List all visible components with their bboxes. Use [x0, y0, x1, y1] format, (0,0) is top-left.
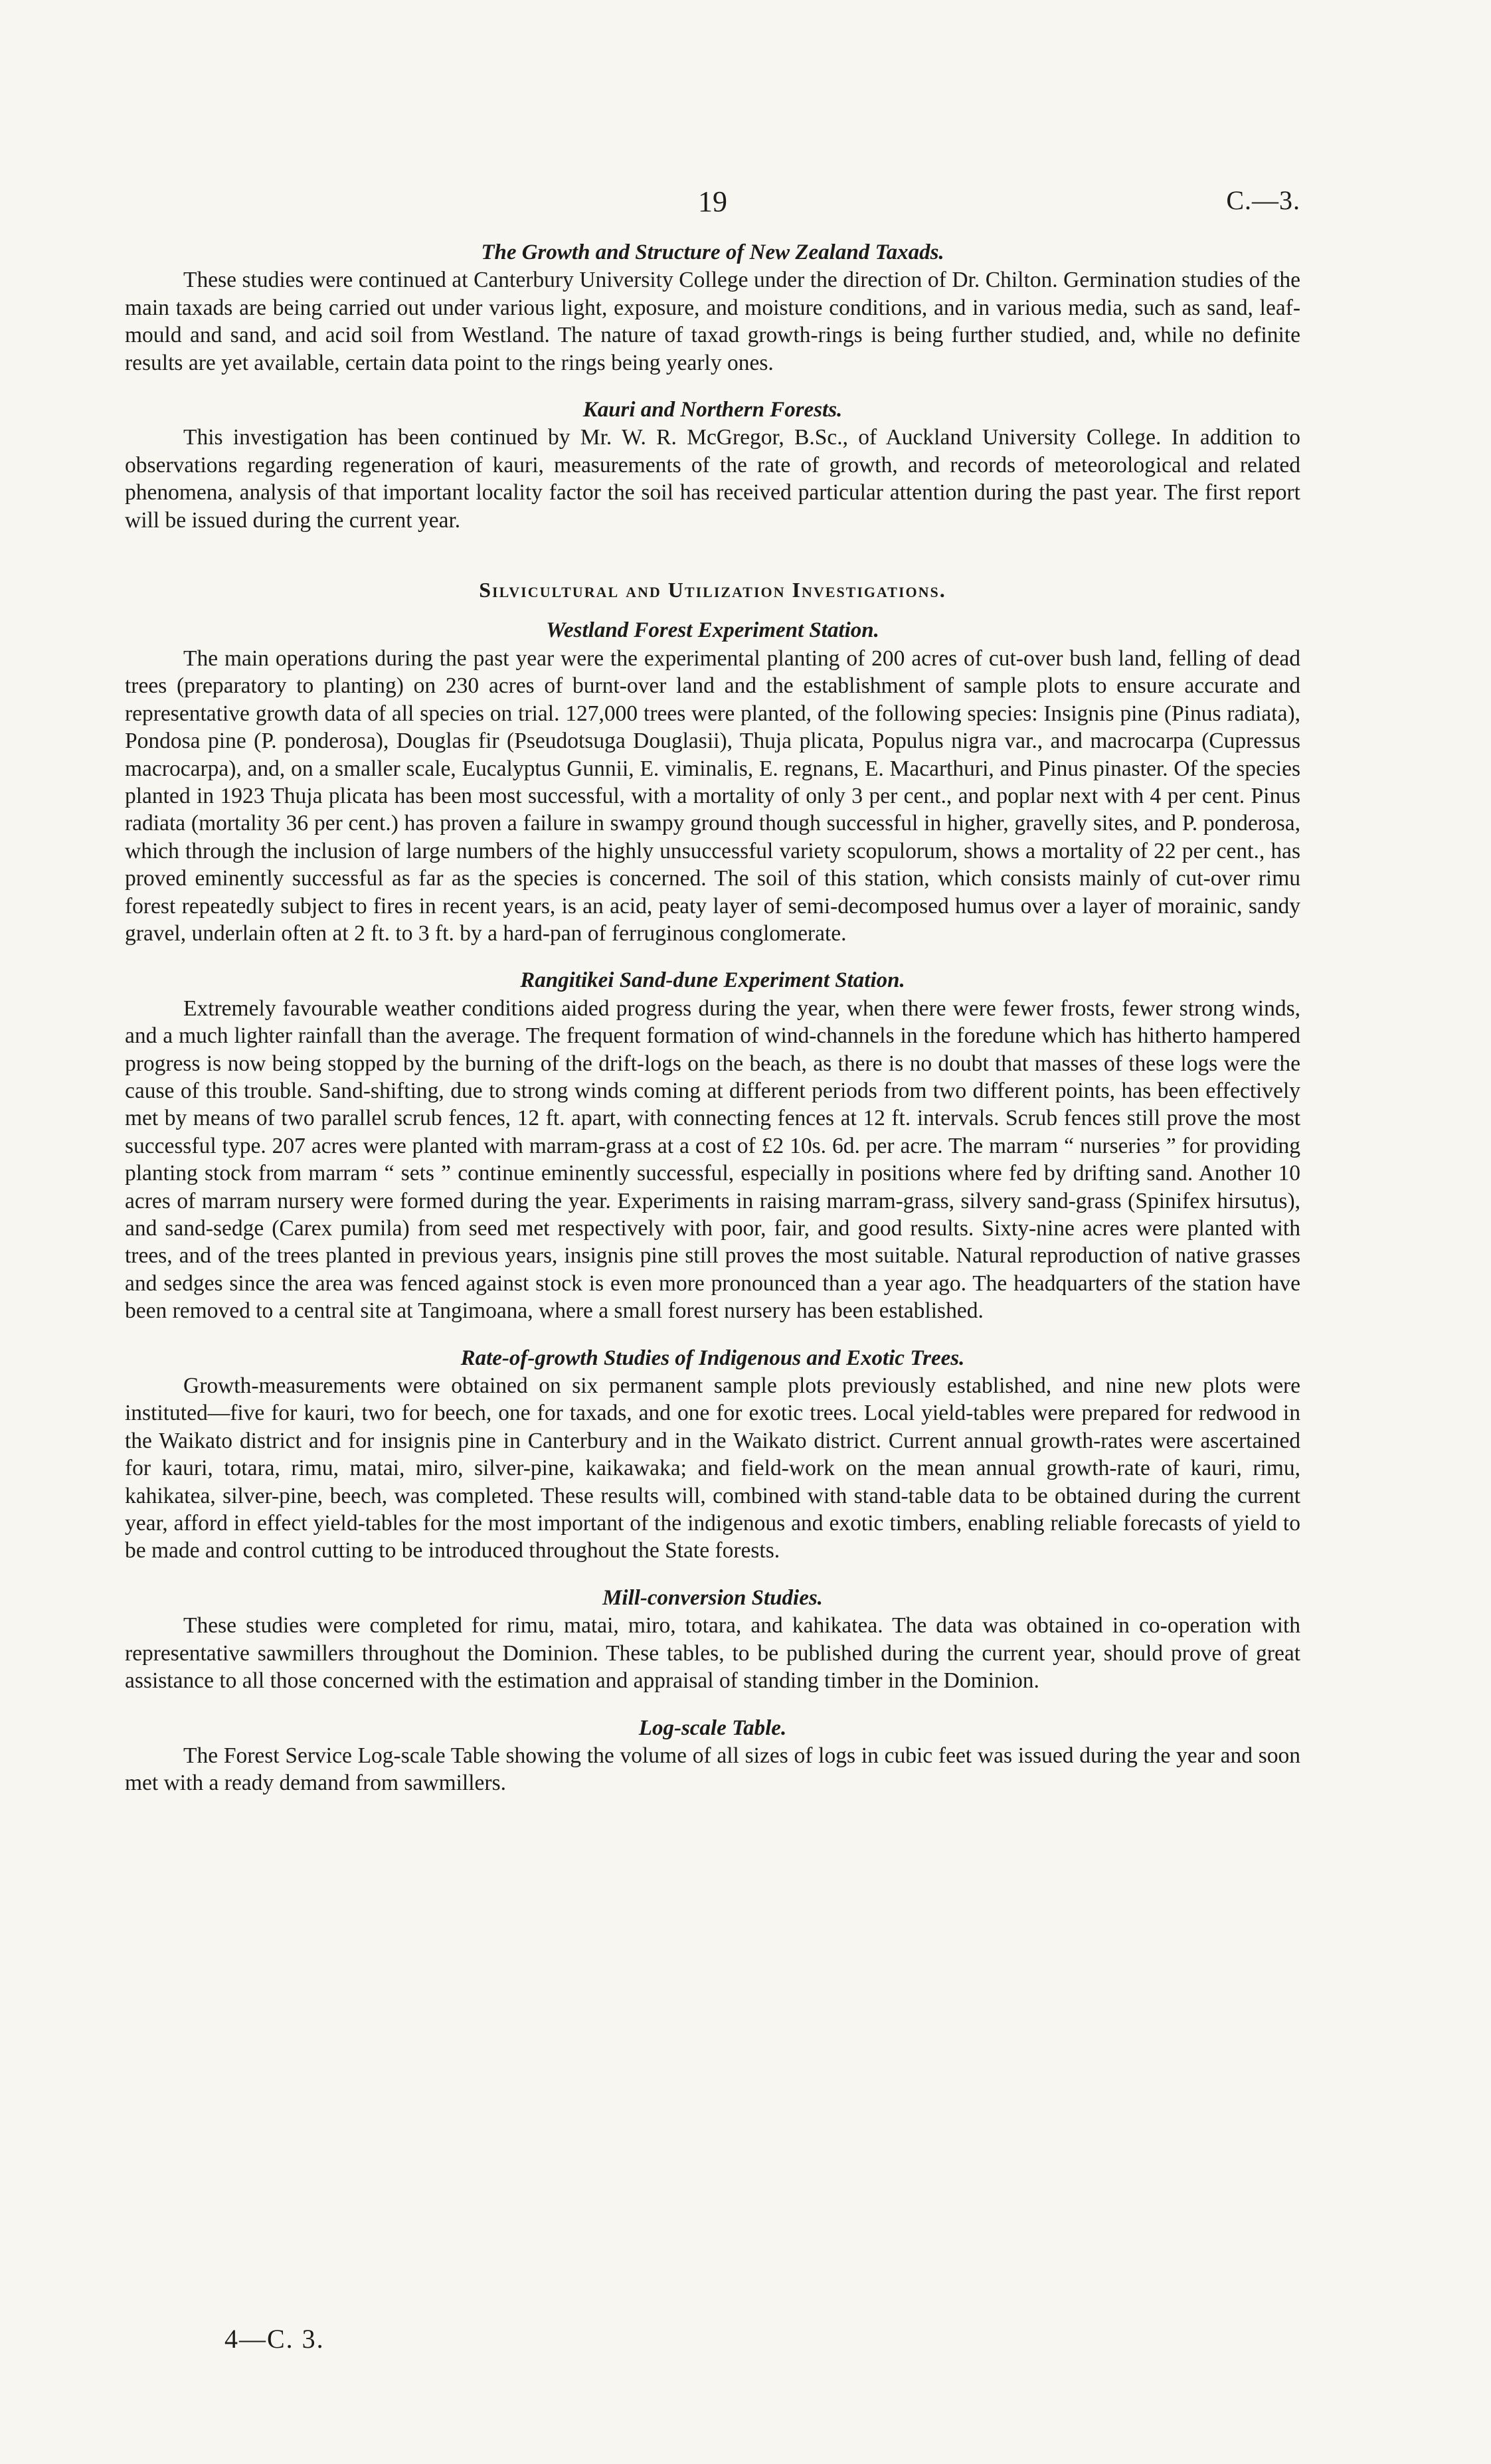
page-header [125, 185, 1300, 224]
document-reference: C.—3. [1226, 185, 1300, 215]
section-title-taxads: The Growth and Structure of New Zealand Taxads. [481, 240, 944, 264]
paragraph-mill-conversion: These studies were completed for rimu, matai, miro, totara, and kahikatea. The data was obtained in co-operation with representative sawmillers throughout the Dominion. These tables, to be published during the current year, should prove of great assistance to all those concerned with the estimation and appraisal of standing timber in the Dominion. [125, 1613, 1300, 1694]
section-title-log-scale: Log-scale Table. [638, 1716, 787, 1740]
section-title-rate-of-growth: Rate-of-growth Studies of Indigenous and Exotic Trees. [460, 1346, 965, 1370]
page-number: 19 [698, 185, 727, 218]
document-page [125, 0, 1300, 2464]
section-heading-silvicultural: Silvicultural and Utilization Investigations. [479, 578, 946, 602]
paragraph-log-scale: The Forest Service Log-scale Table showing the volume of all sizes of logs in cubic feet was issued during the year and soon met with a ready demand from sawmillers. [125, 1743, 1300, 1796]
section-title-westland: Westland Forest Experiment Station. [546, 618, 879, 643]
paragraph-rate-of-growth: Growth-measurements were obtained on six permanent sample plots previously established, and nine new plots were instituted—five for kauri, two for beech, one for taxads, and one for exotic trees. Local yield-tables were prepared for redwood in the Waikato district and for insignis pine in Canterbury and in the Waikato district. Current annual growth-rates were ascertained for kauri, totara, rimu, matai, miro, silver-pine, kaikawaka; and field-work on the mean annual growth-rate of kauri, rimu, kahikatea, silver-pine, beech, was completed. These results will, combined with stand-table data to be obtained during the current year, afford in effect yield-tables for the most important of the indigenous and exotic timbers, enabling reliable forecasts of yield to be made and control cutting to be introduced throughout the State forests. [125, 1373, 1300, 1563]
section-title-rangitikei: Rangitikei Sand-dune Experiment Station. [520, 968, 905, 993]
signature-mark: 4—C. 3. [224, 2324, 325, 2354]
section-title-kauri: Kauri and Northern Forests. [582, 398, 843, 422]
page-content [125, 239, 1300, 1797]
section-title-mill-conversion: Mill-conversion Studies. [602, 1585, 823, 1610]
paragraph-westland: The main operations during the past year were the experimental planting of 200 acres of cut-over bush land, felling of dead trees (preparatory to planting) on 230 acres of burnt-over land and the establishment of sample plots to ensure accurate and representative growth data of all species on trial. 127,000 trees were planted, of the following species: Insignis pine (Pinus radiata), Pondosa pine (P. ponderosa), Douglas fir (Pseudotsuga Douglasii), Thuja plicata, Populus nigra var., and macrocarpa (Cupressus macrocarpa), and, on a smaller scale, Eucalyptus Gunnii, E. viminalis, E. regnans, E. Macarthuri, and Pinus pinaster. Of the species planted in 1923 Thuja plicata has been most successful, with a mortality of only 3 per cent., and poplar next with 4 per cent. Pinus radiata (mortality 36 per cent.) has proven a failure in swampy ground though successful in higher, gravelly sites, and P. ponderosa, which through the inclusion of large numbers of the highly unsuccessful variety scopulorum, shows a mortality of 22 per cent., has proved eminently successful as far as the species is concerned. The soil of this station, which consists mainly of cut-over rimu forest repeatedly subject to fires in recent years, is an acid, peaty layer of semi-decomposed humus over a layer of morainic, sandy gravel, underlain often at 2 ft. to 3 ft. by a hard-pan of ferruginous conglomerate. [125, 646, 1300, 946]
paragraph-rangitikei: Extremely favourable weather conditions aided progress during the year, when there were fewer frosts, fewer strong winds, and a much lighter rainfall than the average. The frequent formation of wind-channels in the foredune which has hitherto hampered progress is now being stopped by the burning of the drift-logs on the beach, as there is no doubt that masses of these logs were the cause of this trouble. Sand-shifting, due to strong winds coming at different periods from two different points, has been effectively met by means of two parallel scrub fences, 12 ft. apart, with connecting fences at 12 ft. intervals. Scrub fences still prove the most successful type. 207 acres were planted with marram-grass at a cost of £2 10s. 6d. per acre. The marram “ nurseries ” for providing planting stock from marram “ sets ” continue eminently successful, especially in positions where fed by drifting sand. Another 10 acres of marram nursery were formed during the year. Experiments in raising marram-grass, silvery sand-grass (Spinifex hirsutus), and sand-sedge (Carex pumila) from seed met respectively with poor, fair, and good results. Sixty-nine acres were planted with trees, and of the trees planted in previous years, insignis pine still proves the most suitable. Natural reproduction of native grasses and sedges since the area was fenced against stock is even more pronounced than a year ago. The headquarters of the station have been removed to a central site at Tangimoana, where a small forest nursery has been established. [125, 996, 1300, 1324]
paragraph-kauri: This investigation has been continued by Mr. W. R. McGregor, B.Sc., of Auckland University College. In addition to observations regarding regeneration of kauri, measurements of the rate of growth, and records of meteorological and related phenomena, analysis of that important locality factor the soil has received particular attention during the past year. The first report will be issued during the current year. [125, 425, 1300, 533]
paragraph-taxads: These studies were continued at Canterbury University College under the direction of Dr. Chilton. Germination studies of the main taxads are being carried out under various light, exposure, and moisture conditions, and in various media, such as sand, leaf-mould and sand, and acid soil from Westland. The nature of taxad growth-rings is being further studied, and, while no definite results are yet available, certain data point to the rings being yearly ones. [125, 268, 1300, 375]
